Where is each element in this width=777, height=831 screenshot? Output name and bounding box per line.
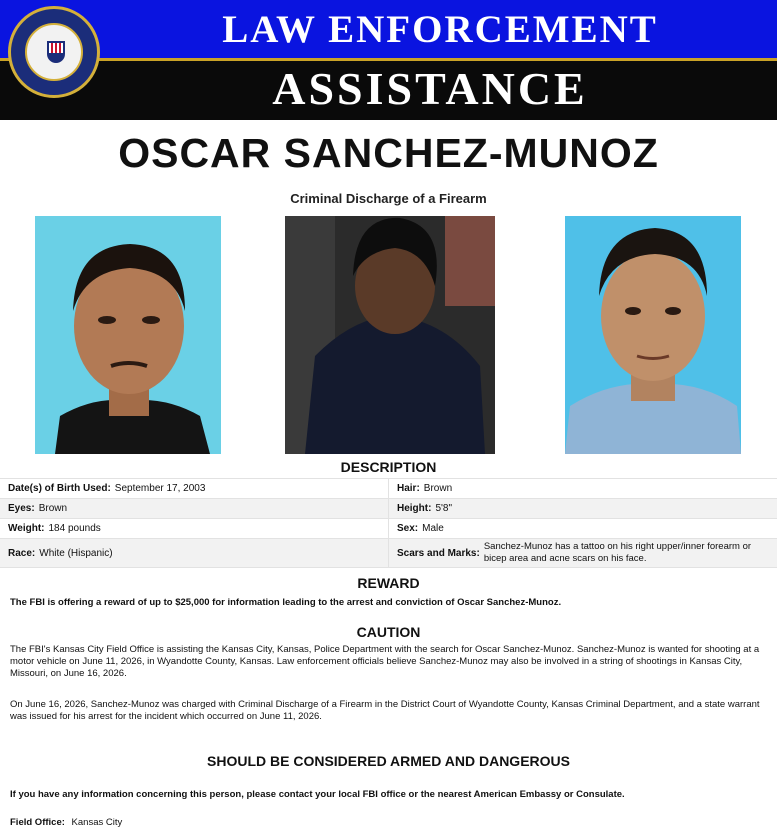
dob-value: September 17, 2003 <box>114 483 206 494</box>
reward-text: The FBI is offering a reward of up to $25,000 for information leading to the arrest and conviction of Oscar Sanchez-Munoz. <box>10 597 562 608</box>
hair-label: Hair: <box>397 483 420 494</box>
sex-value: Male <box>422 523 444 534</box>
description-table <box>0 478 777 568</box>
sex-label: Sex: <box>397 523 419 534</box>
description-row <box>0 518 777 538</box>
field-office-label: Field Office: <box>10 817 65 828</box>
race-label: Race: <box>8 547 36 559</box>
subject-name: OSCAR SANCHEZ-MUNOZ <box>118 130 659 176</box>
photo-surveillance <box>285 216 495 454</box>
fbi-seal-icon <box>8 6 100 98</box>
description-row <box>0 538 777 568</box>
subject-charge: Criminal Discharge of a Firearm <box>290 191 487 206</box>
caution-heading: CAUTION <box>356 624 421 640</box>
scars-value: Sanchez-Munoz has a tattoo on his right upper/inner forearm or bicep area and acne scars on his face. <box>483 541 752 564</box>
banner-title-line2: ASSISTANCE <box>272 63 588 114</box>
field-office-value: Kansas City <box>71 817 123 828</box>
field-office <box>10 817 122 828</box>
dob-label: Date(s) of Birth Used: <box>8 483 111 494</box>
weight-label: Weight: <box>8 523 45 534</box>
caution-paragraph-1: The FBI's Kansas City Field Office is assisting the Kansas City, Kansas, Police Department with the search for Oscar Sanchez-Munoz. Sanchez-Munoz is wanted for shooting at a motor vehicle on June 11, 2026, in Wyandotte County, Kansas. Law enforcement officials believe Sanchez-Munoz may also be involved in a string of shootings in Kansas City, Missouri, on June 16, 2026. <box>10 644 760 679</box>
description-row <box>0 478 777 498</box>
description-heading: DESCRIPTION <box>340 459 437 475</box>
height-label: Height: <box>397 503 432 514</box>
weight-value: 184 pounds <box>48 523 101 534</box>
photo-driver-license <box>35 216 221 454</box>
banner-gold-rule <box>0 58 777 61</box>
reward-heading: REWARD <box>357 575 420 591</box>
eyes-label: Eyes: <box>8 503 35 514</box>
banner-title-line1: LAW ENFORCEMENT <box>222 8 658 51</box>
race-value: White (Hispanic) <box>39 547 113 559</box>
header-banner <box>0 0 777 120</box>
hair-value: Brown <box>423 483 453 494</box>
armed-dangerous-warning: SHOULD BE CONSIDERED ARMED AND DANGEROUS <box>207 753 570 769</box>
photo-booking <box>565 216 741 454</box>
contact-text: If you have any information concerning this person, please contact your local FBI office or the nearest American Embassy or Consulate. <box>10 789 625 800</box>
eyes-value: Brown <box>38 503 68 514</box>
scars-label: Scars and Marks: <box>397 547 480 559</box>
caution-paragraph-2: On June 16, 2026, Sanchez-Munoz was charged with Criminal Discharge of a Firearm in the District Court of Wyandotte County, Kansas Criminal Department, and a state warrant was issued for his arrest for the incident which occurred on June 11, 2026. <box>10 699 760 722</box>
height-value: 5'8" <box>435 503 453 514</box>
description-row <box>0 498 777 518</box>
